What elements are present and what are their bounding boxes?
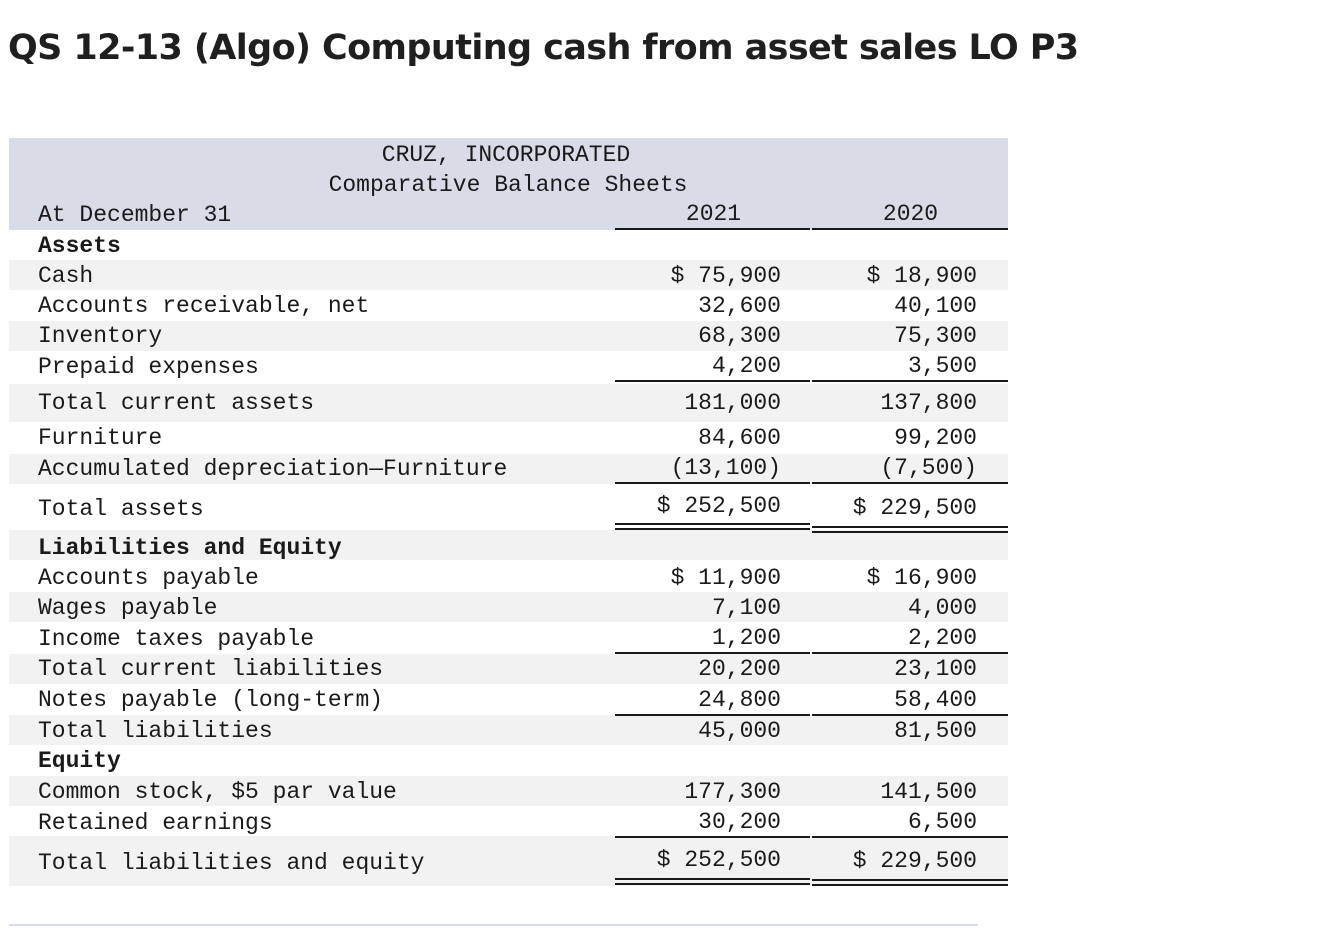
value-2020: 75,300 [894, 323, 977, 349]
value-2021: 181,000 [684, 390, 781, 416]
value-2021: $ 75,900 [670, 263, 781, 289]
row-label: Prepaid expenses [38, 354, 259, 380]
value-2021: $ 252,500 [656, 847, 781, 873]
section-divider [9, 924, 978, 926]
row-label: Notes payable (long-term) [38, 687, 384, 713]
subtotal-rule [615, 380, 810, 382]
value-2021: 84,600 [698, 425, 781, 451]
liabilities-equity-heading: Liabilities and Equity [38, 535, 342, 561]
subtotal-rule [812, 380, 1008, 382]
value-2021: $ 252,500 [656, 493, 781, 519]
row-label: Income taxes payable [38, 626, 315, 652]
subtotal-rule [812, 836, 1008, 838]
value-2020: 6,500 [907, 809, 977, 835]
value-2021: 68,300 [698, 323, 781, 349]
total-double-rule [615, 523, 810, 525]
value-2020: (7,500) [880, 455, 977, 481]
subtotal-rule [812, 482, 1008, 484]
total-double-rule [615, 878, 810, 880]
value-2020: 141,500 [880, 779, 977, 805]
value-2020: 4,000 [907, 595, 977, 621]
value-2021: 24,800 [698, 687, 781, 713]
row-label: Total liabilities and equity [38, 850, 425, 876]
subtotal-rule [615, 652, 810, 654]
row-label: Accumulated depreciation—Furniture [38, 456, 508, 482]
value-2021: 20,200 [698, 656, 781, 682]
value-2020: 58,400 [894, 687, 977, 713]
value-2020: 81,500 [894, 718, 977, 744]
period-label: At December 31 [38, 202, 232, 228]
total-double-rule [812, 526, 1008, 528]
value-2020: $ 229,500 [852, 495, 977, 521]
value-2021: 1,200 [711, 625, 781, 651]
value-2020: 23,100 [894, 656, 977, 682]
row-label: Common stock, $5 par value [38, 779, 397, 805]
row-label: Furniture [38, 425, 163, 451]
row-label: Total liabilities [38, 718, 273, 744]
year-2021-header: 2021 [685, 201, 742, 227]
total-double-rule [615, 528, 810, 530]
value-2020: $ 16,900 [866, 565, 977, 591]
header-underline-2021 [615, 228, 810, 230]
value-2021: 30,200 [698, 809, 781, 835]
value-2021: 7,100 [711, 595, 781, 621]
total-double-rule [812, 879, 1008, 881]
row-label: Accounts receivable, net [38, 293, 370, 319]
equity-heading: Equity [38, 748, 121, 774]
value-2021: 45,000 [698, 718, 781, 744]
page-title: QS 12-13 (Algo) Computing cash from asset sales LO P3 [8, 28, 1079, 68]
value-2020: 40,100 [894, 293, 977, 319]
value-2020: 137,800 [880, 390, 977, 416]
subtotal-rule [615, 482, 810, 484]
row-label: Total current liabilities [38, 656, 384, 682]
subtotal-rule [812, 714, 1008, 716]
subtotal-rule [812, 652, 1008, 654]
company-name: CRUZ, INCORPORATED [381, 142, 631, 168]
row-label: Inventory [38, 323, 163, 349]
value-2020: 99,200 [894, 425, 977, 451]
year-2020-header: 2020 [882, 201, 939, 227]
assets-heading: Assets [38, 233, 121, 259]
value-2021: 32,600 [698, 293, 781, 319]
row-label: Total current assets [38, 390, 315, 416]
value-2021: 177,300 [684, 779, 781, 805]
balance-sheet-table [9, 138, 1008, 888]
value-2021: 4,200 [711, 353, 781, 379]
value-2020: 3,500 [907, 353, 977, 379]
value-2020: $ 18,900 [866, 263, 977, 289]
header-underline-2020 [812, 228, 1008, 230]
subtotal-rule [615, 836, 810, 838]
row-label: Cash [38, 263, 94, 289]
row-label: Total assets [38, 496, 204, 522]
value-2021: (13,100) [670, 455, 781, 481]
row-label: Retained earnings [38, 810, 273, 836]
total-double-rule [812, 884, 1008, 886]
statement-title: Comparative Balance Sheets [328, 172, 688, 198]
total-double-rule [615, 883, 810, 885]
total-double-rule [812, 531, 1008, 533]
value-2020: $ 229,500 [852, 848, 977, 874]
subtotal-rule [615, 714, 810, 716]
value-2021: $ 11,900 [670, 565, 781, 591]
row-label: Wages payable [38, 595, 218, 621]
row-label: Accounts payable [38, 565, 259, 591]
value-2020: 2,200 [907, 625, 977, 651]
